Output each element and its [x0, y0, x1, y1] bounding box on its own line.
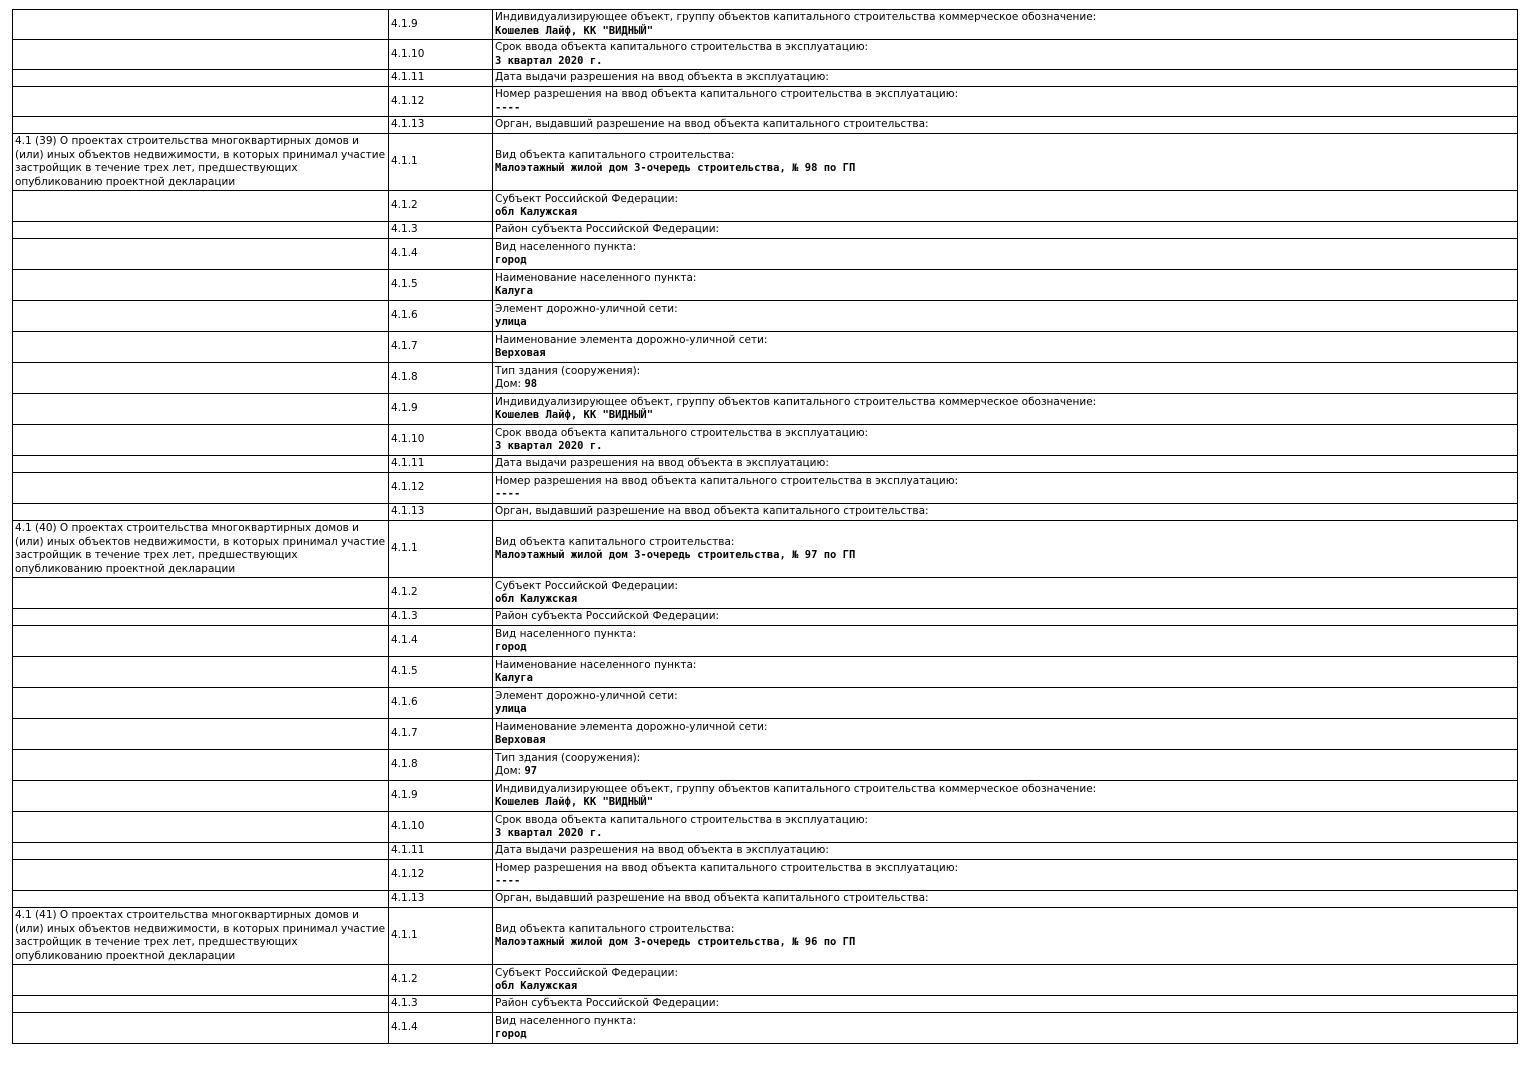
section-cell [13, 270, 389, 301]
item-code-cell: 4.1.1 [389, 908, 493, 965]
item-value: Кошелев Лайф, КК "ВИДНЫЙ" [495, 796, 654, 808]
table-row [13, 996, 1518, 1013]
item-code-cell: 4.1.10 [389, 40, 493, 70]
table-row [13, 301, 1518, 332]
table-row [13, 394, 1518, 425]
section-cell [13, 10, 389, 40]
table-row [13, 609, 1518, 626]
item-code-cell: 4.1.13 [389, 117, 493, 134]
item-code-cell: 4.1.6 [389, 688, 493, 719]
item-content-cell [493, 965, 1518, 996]
item-value: 97 [524, 765, 538, 777]
section-cell [13, 473, 389, 504]
item-label: Район субъекта Российской Федерации: [495, 610, 720, 623]
table-row [13, 270, 1518, 301]
section-cell [13, 332, 389, 363]
item-content-cell [493, 456, 1518, 473]
item-value: Верховая [495, 734, 546, 746]
item-label: Вид населенного пункта: [495, 1014, 637, 1027]
item-code-cell: 4.1.7 [389, 719, 493, 750]
item-label: Наименование населенного пункта: [495, 271, 697, 284]
declaration-table [12, 9, 1518, 1044]
item-value-line [495, 827, 1515, 841]
item-code-cell: 4.1.11 [389, 70, 493, 87]
item-code-cell: 4.1.4 [389, 626, 493, 657]
item-label: Номер разрешения на ввод объекта капитального строительства в эксплуатацию: [495, 861, 959, 874]
table-row [13, 578, 1518, 609]
item-value: город [495, 254, 527, 266]
item-value: Малоэтажный жилой дом 3-очередь строительства, № 98 по ГП [495, 162, 856, 174]
item-value-line [495, 875, 1515, 889]
item-content-cell [493, 473, 1518, 504]
item-value: ---- [495, 101, 521, 114]
item-content-cell [493, 222, 1518, 239]
item-content-cell [493, 908, 1518, 965]
item-content-cell [493, 609, 1518, 626]
item-content-cell [493, 301, 1518, 332]
item-label: Субъект Российской Федерации: [495, 966, 678, 979]
item-label: Наименование элемента дорожно-уличной сети: [495, 333, 768, 346]
section-cell [13, 860, 389, 891]
item-value-line [495, 162, 1515, 176]
item-value: Малоэтажный жилой дом 3-очередь строительства, № 96 по ГП [495, 936, 856, 948]
item-value-line [495, 254, 1515, 268]
section-cell [13, 504, 389, 521]
table-row [13, 10, 1518, 40]
item-value-line [495, 409, 1515, 423]
item-content-cell [493, 750, 1518, 781]
item-code-cell: 4.1.11 [389, 456, 493, 473]
section-cell [13, 363, 389, 394]
item-value: обл Калужская [495, 206, 578, 218]
section-cell [13, 425, 389, 456]
item-label: Вид объекта капитального строительства: [495, 922, 735, 935]
item-value-line [495, 316, 1515, 330]
table-row [13, 363, 1518, 394]
section-cell [13, 965, 389, 996]
section-cell [13, 688, 389, 719]
table-row [13, 843, 1518, 860]
item-label: Элемент дорожно-уличной сети: [495, 689, 678, 702]
item-code-cell: 4.1.1 [389, 521, 493, 578]
table-row [13, 425, 1518, 456]
item-value-line [495, 285, 1515, 299]
item-code-cell: 4.1.12 [389, 473, 493, 504]
section-cell: 4.1 (41) О проектах строительства многоквартирных домов и (или) иных объектов недвижимости, в которых принимал участие застройщик в течение трех лет, предшествующих опубликованию проектной декларации [13, 908, 389, 965]
item-content-cell [493, 891, 1518, 908]
item-code-cell: 4.1.5 [389, 657, 493, 688]
table-row [13, 456, 1518, 473]
item-value-line [495, 549, 1515, 563]
section-cell [13, 40, 389, 70]
item-code-cell: 4.1.7 [389, 332, 493, 363]
item-label: Наименование элемента дорожно-уличной сети: [495, 720, 768, 733]
item-value: Кошелев Лайф, КК "ВИДНЫЙ" [495, 409, 654, 421]
table-row [13, 719, 1518, 750]
item-code-cell: 4.1.13 [389, 891, 493, 908]
section-cell [13, 239, 389, 270]
section-cell [13, 394, 389, 425]
section-cell [13, 781, 389, 812]
item-content-cell [493, 1013, 1518, 1044]
section-cell [13, 609, 389, 626]
item-label: Орган, выдавший разрешение на ввод объекта капитального строительства: [495, 505, 929, 518]
section-cell [13, 891, 389, 908]
table-row [13, 1013, 1518, 1044]
item-value: улица [495, 703, 527, 715]
item-value: улица [495, 316, 527, 328]
item-label: Дата выдачи разрешения на ввод объекта в эксплуатацию: [495, 457, 829, 470]
item-label: Субъект Российской Федерации: [495, 192, 678, 205]
section-cell [13, 657, 389, 688]
section-cell [13, 626, 389, 657]
table-row [13, 87, 1518, 117]
section-cell [13, 812, 389, 843]
table-row [13, 521, 1518, 578]
item-code-cell: 4.1.4 [389, 1013, 493, 1044]
table-row [13, 908, 1518, 965]
item-content-cell [493, 719, 1518, 750]
section-cell [13, 996, 389, 1013]
item-label: Номер разрешения на ввод объекта капитального строительства в эксплуатацию: [495, 474, 959, 487]
item-content-cell [493, 657, 1518, 688]
declaration-sheet [12, 9, 1518, 1044]
item-value: Калуга [495, 672, 533, 684]
item-value: Малоэтажный жилой дом 3-очередь строительства, № 97 по ГП [495, 549, 856, 561]
item-code-cell: 4.1.8 [389, 750, 493, 781]
item-content-cell [493, 134, 1518, 191]
item-label: Тип здания (сооружения): [495, 751, 641, 764]
item-code-cell: 4.1.8 [389, 363, 493, 394]
table-row [13, 222, 1518, 239]
item-value: 98 [524, 378, 538, 390]
item-content-cell [493, 270, 1518, 301]
item-code-cell: 4.1.2 [389, 965, 493, 996]
section-cell: 4.1 (40) О проектах строительства многоквартирных домов и (или) иных объектов недвижимости, в которых принимал участие застройщик в течение трех лет, предшествующих опубликованию проектной декларации [13, 521, 389, 578]
item-value: Верховая [495, 347, 546, 359]
item-value-line [495, 378, 1515, 392]
item-code-cell: 4.1.3 [389, 222, 493, 239]
table-row [13, 191, 1518, 222]
table-row [13, 891, 1518, 908]
item-code-cell: 4.1.11 [389, 843, 493, 860]
item-content-cell [493, 40, 1518, 70]
item-code-cell: 4.1.9 [389, 781, 493, 812]
item-label: Индивидуализирующее объект, группу объектов капитального строительства коммерческое обозначение: [495, 11, 1097, 23]
section-cell [13, 301, 389, 332]
section-cell [13, 750, 389, 781]
item-label: Индивидуализирующее объект, группу объектов капитального строительства коммерческое обозначение: [495, 782, 1097, 795]
table-row [13, 473, 1518, 504]
item-content-cell [493, 87, 1518, 117]
section-cell [13, 719, 389, 750]
item-label: Тип здания (сооружения): [495, 364, 641, 377]
item-value: город [495, 1028, 527, 1040]
item-code-cell: 4.1.10 [389, 425, 493, 456]
item-content-cell [493, 996, 1518, 1013]
item-content-cell [493, 239, 1518, 270]
table-row [13, 965, 1518, 996]
item-value-prefix: Дом: [495, 378, 525, 390]
item-label: Дата выдачи разрешения на ввод объекта в эксплуатацию: [495, 71, 829, 84]
item-content-cell [493, 332, 1518, 363]
item-value: 3 квартал 2020 г. [495, 440, 603, 452]
table-row [13, 504, 1518, 521]
item-code-cell: 4.1.2 [389, 191, 493, 222]
item-label: Орган, выдавший разрешение на ввод объекта капитального строительства: [495, 118, 929, 131]
item-value-line [495, 641, 1515, 655]
table-row [13, 688, 1518, 719]
declaration-table-body [13, 10, 1518, 1044]
item-value-line [495, 980, 1515, 994]
item-content-cell [493, 117, 1518, 134]
item-value: обл Калужская [495, 980, 578, 992]
item-code-cell: 4.1.10 [389, 812, 493, 843]
item-label: Район субъекта Российской Федерации: [495, 997, 720, 1010]
item-code-cell: 4.1.3 [389, 609, 493, 626]
item-code-cell: 4.1.12 [389, 860, 493, 891]
item-label: Срок ввода объекта капитального строительства в эксплуатацию: [495, 813, 869, 826]
section-cell [13, 578, 389, 609]
table-row [13, 117, 1518, 134]
item-content-cell [493, 521, 1518, 578]
table-row [13, 781, 1518, 812]
item-label: Вид населенного пункта: [495, 240, 637, 253]
table-row [13, 40, 1518, 70]
item-content-cell [493, 394, 1518, 425]
table-row [13, 239, 1518, 270]
table-row [13, 332, 1518, 363]
item-content-cell [493, 504, 1518, 521]
item-code-cell: 4.1.3 [389, 996, 493, 1013]
item-code-cell: 4.1.9 [389, 394, 493, 425]
item-value: обл Калужская [495, 593, 578, 605]
item-label: Индивидуализирующее объект, группу объектов капитального строительства коммерческое обозначение: [495, 395, 1097, 408]
item-label: Дата выдачи разрешения на ввод объекта в эксплуатацию: [495, 844, 829, 857]
item-value-line [495, 55, 1515, 69]
item-value: ---- [495, 875, 521, 887]
item-value: 3 квартал 2020 г. [495, 827, 603, 839]
item-content-cell [493, 860, 1518, 891]
item-label: Наименование населенного пункта: [495, 658, 697, 671]
item-label: Срок ввода объекта капитального строительства в эксплуатацию: [495, 41, 869, 53]
item-value-line [495, 734, 1515, 748]
item-value-line [495, 765, 1515, 779]
table-row [13, 657, 1518, 688]
item-value-line [495, 488, 1515, 502]
section-cell [13, 222, 389, 239]
item-value: 3 квартал 2020 г. [495, 54, 603, 67]
item-content-cell [493, 843, 1518, 860]
table-row [13, 626, 1518, 657]
item-value-line [495, 347, 1515, 361]
item-content-cell [493, 688, 1518, 719]
item-label: Элемент дорожно-уличной сети: [495, 302, 678, 315]
table-row [13, 812, 1518, 843]
item-value-line [495, 440, 1515, 454]
item-code-cell: 4.1.9 [389, 10, 493, 40]
item-content-cell [493, 626, 1518, 657]
item-value-prefix: Дом: [495, 765, 525, 777]
item-value: ---- [495, 488, 521, 500]
item-code-cell: 4.1.5 [389, 270, 493, 301]
item-code-cell: 4.1.2 [389, 578, 493, 609]
item-label: Субъект Российской Федерации: [495, 579, 678, 592]
item-code-cell: 4.1.12 [389, 87, 493, 117]
item-content-cell [493, 10, 1518, 40]
section-cell [13, 70, 389, 87]
item-value: Калуга [495, 285, 533, 297]
item-content-cell [493, 781, 1518, 812]
item-content-cell [493, 191, 1518, 222]
item-code-cell: 4.1.13 [389, 504, 493, 521]
section-cell [13, 117, 389, 134]
item-label: Срок ввода объекта капитального строительства в эксплуатацию: [495, 426, 869, 439]
item-label: Вид населенного пункта: [495, 627, 637, 640]
item-content-cell [493, 363, 1518, 394]
table-row [13, 750, 1518, 781]
item-value: город [495, 641, 527, 653]
item-content-cell [493, 425, 1518, 456]
item-value-line [495, 796, 1515, 810]
item-label: Вид объекта капитального строительства: [495, 535, 735, 548]
item-value-line [495, 1028, 1515, 1042]
item-content-cell [493, 578, 1518, 609]
section-cell [13, 191, 389, 222]
item-label: Район субъекта Российской Федерации: [495, 223, 720, 236]
item-content-cell [493, 812, 1518, 843]
item-value-line [495, 936, 1515, 950]
item-value-line [495, 25, 1515, 39]
item-code-cell: 4.1.4 [389, 239, 493, 270]
item-label: Вид объекта капитального строительства: [495, 148, 735, 161]
item-value-line [495, 593, 1515, 607]
section-cell: 4.1 (39) О проектах строительства многоквартирных домов и (или) иных объектов недвижимости, в которых принимал участие застройщик в течение трех лет, предшествующих опубликованию проектной декларации [13, 134, 389, 191]
item-value-line [495, 672, 1515, 686]
item-value: Кошелев Лайф, КК "ВИДНЫЙ" [495, 24, 654, 37]
item-label: Номер разрешения на ввод объекта капитального строительства в эксплуатацию: [495, 88, 959, 100]
item-label: Орган, выдавший разрешение на ввод объекта капитального строительства: [495, 892, 929, 905]
table-row [13, 860, 1518, 891]
item-content-cell [493, 70, 1518, 87]
section-cell [13, 456, 389, 473]
item-code-cell: 4.1.1 [389, 134, 493, 191]
section-cell [13, 843, 389, 860]
item-value-line [495, 102, 1515, 116]
item-code-cell: 4.1.6 [389, 301, 493, 332]
item-value-line [495, 206, 1515, 220]
item-value-line [495, 703, 1515, 717]
section-cell [13, 87, 389, 117]
section-cell [13, 1013, 389, 1044]
table-row [13, 134, 1518, 191]
table-row [13, 70, 1518, 87]
